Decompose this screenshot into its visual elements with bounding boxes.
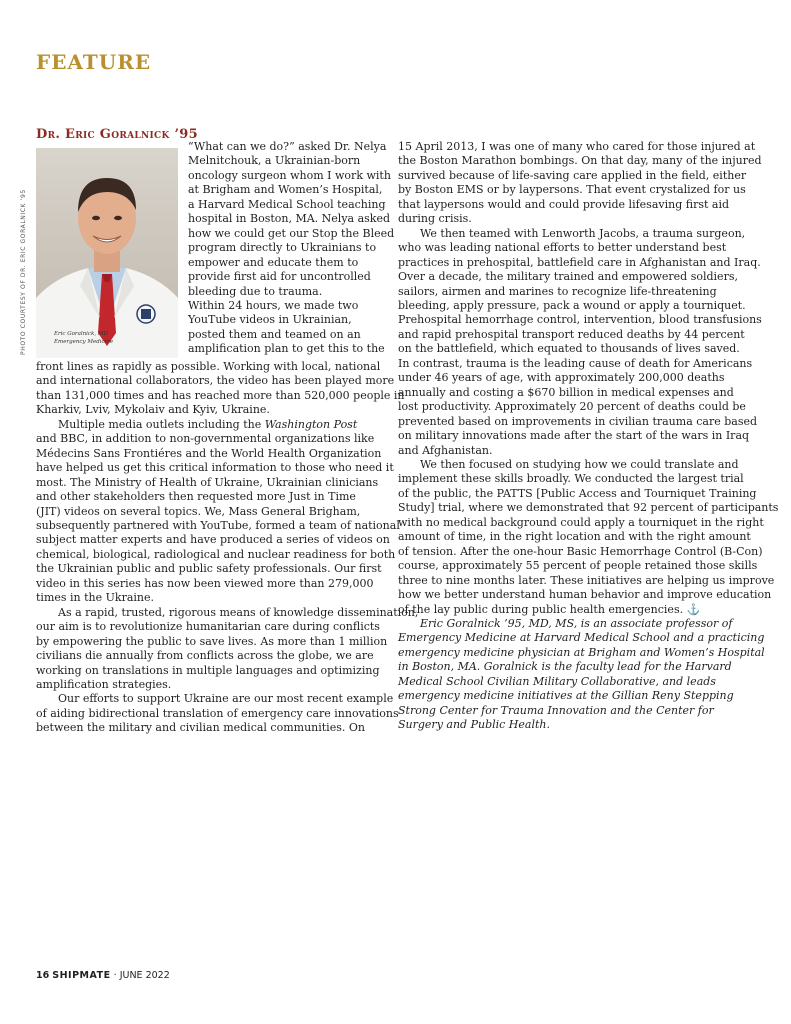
text-line: Over a decade, the military trained and empowered soldiers, [398, 270, 738, 284]
text-line: In contrast, trauma is the leading cause of death for Americans [398, 356, 753, 370]
text-line: posted them and teamed on an [188, 327, 361, 341]
text-line: on military innovations made after the start of the wars in Iraq [398, 429, 750, 443]
text-line: amplification plan to get this to the [188, 342, 385, 356]
text-line: We then focused on studying how we could translate and [420, 457, 739, 471]
text-line: lost productivity. Approximately 20 percent of deaths could be [398, 400, 746, 414]
text-line: civilians die annually from conflicts across the globe, we are [36, 649, 374, 663]
text-line: subsequently partnered with YouTube, formed a team of national [36, 518, 400, 532]
text-line: at Brigham and Women’s Hospital, [188, 183, 383, 197]
text-line: bleeding due to trauma. [188, 284, 323, 298]
author-bio-line [398, 631, 765, 645]
text-line: by Boston EMS or by laypersons. That event crystalized for us [398, 183, 746, 197]
author-bio-text: Eric Goralnick ’95, MD, MS, is an associate professor of [420, 616, 733, 630]
text-line: As a rapid, trusted, rigorous means of knowledge dissemination, [58, 605, 419, 619]
coat-dept-text: Emergency Medicine [54, 339, 114, 345]
text-line: during crisis. [398, 212, 472, 226]
text-line: prevented based on improvements in civilian trauma care based [398, 414, 758, 428]
text-line: the Ukrainian public and public safety professionals. Our first [36, 562, 382, 576]
text-span: Multiple media outlets including the [58, 417, 265, 431]
text-line: (JIT) videos on several topics. We, Mass General Brigham, [36, 504, 361, 518]
text-line: “What can we do?” asked Dr. Nelya [188, 140, 387, 153]
text-line: how we better understand human behavior and improve education [398, 588, 772, 602]
text-line: chemical, biological, radiological and nuclear readiness for both [36, 547, 396, 561]
text-line: Our efforts to support Ukraine are our most recent example [58, 692, 394, 706]
author-bio-text: Surgery and Public Health. [398, 718, 550, 732]
text-line: 15 April 2013, I was one of many who cared for those injured at [398, 140, 756, 153]
article-column-left [36, 140, 419, 736]
text-line: practices in prehospital, battlefield care in Afghanistan and Iraq. [398, 255, 761, 269]
footer-separator: · [113, 970, 117, 981]
text-line: that laypersons would and could provide lifesaving first aid [398, 197, 730, 211]
author-bio-text: in Boston, MA. Goralnick is the faculty lead for the Harvard [398, 660, 732, 674]
text-line: the Boston Marathon bombings. On that day, many of the injured [398, 154, 762, 168]
author-bio-text: Emergency Medicine at Harvard Medical School and a practicing [398, 631, 765, 645]
text-line: bleeding, apply pressure, pack a wound or apply a tourniquet. [398, 298, 746, 312]
author-photo [36, 148, 178, 358]
text-line: our aim is to revolutionize humanitarian care during conflicts [36, 620, 380, 634]
text-line: provide first aid for uncontrolled [188, 270, 371, 284]
article-column-right [398, 140, 779, 733]
text-line: under 46 years of age, with approximately 200,000 deaths [398, 371, 725, 385]
author-bio-text: Medical School Civilian Military Collaborative, and leads [398, 674, 716, 688]
text-line: sailors, airmen and marines to recognize life-threatening [398, 284, 717, 298]
text-line: We then teamed with Lenworth Jacobs, a trauma surgeon, [420, 226, 746, 240]
text-line: annually and costing a $670 billion in medical expenses and [398, 385, 734, 399]
magazine-name: SHIPMATE [52, 970, 111, 981]
text-line: three to nine months later. These initiatives are helping us improve [398, 573, 775, 587]
page-footer [36, 970, 170, 981]
text-line: a Harvard Medical School teaching [188, 197, 386, 211]
text-line: video in this series has now been viewed more than 279,000 [36, 576, 374, 590]
text-line: between the military and civilian medical communities. On [36, 721, 365, 735]
text-line: Médecins Sans Frontiéres and the World Health Organization [36, 446, 382, 460]
text-line: most. The Ministry of Health of Ukraine, Ukrainian clinicians [36, 475, 379, 489]
text-line: than 131,000 times and has reached more than 520,000 people in [36, 388, 405, 402]
text-line: on the battlefield, which equated to thousands of lives saved. [398, 342, 740, 356]
photo-credit [20, 189, 30, 355]
publication-name: Washington Post [264, 417, 358, 431]
text-line [36, 418, 384, 432]
author-bio-line [398, 718, 748, 732]
author-portrait-illustration [36, 148, 178, 358]
text-line: subject matter experts and have produced a series of videos on [36, 533, 390, 547]
text-line: and Afghanistan. [398, 443, 493, 457]
author-bio-text: Strong Center for Trauma Innovation and the Center for [398, 703, 714, 717]
photo-credit-text: PHOTO COURTESY OF DR. ERIC GORALNICK ’95 [20, 189, 27, 355]
text-line: front lines as rapidly as possible. Working with local, national [36, 360, 381, 373]
author-bio-line [398, 660, 748, 674]
text-line: have helped us get this critical information to those who need it [36, 461, 394, 475]
text-line: and BBC, in addition to non-governmental organizations like [36, 432, 375, 446]
text-line: amount of time, in the right location and with the right amount [398, 530, 751, 544]
text-line [398, 603, 748, 617]
text-line: amplification strategies. [36, 677, 172, 691]
text-line: course, approximately 55 percent of people retained those skills [398, 559, 758, 573]
issue-date: JUNE 2022 [119, 970, 170, 981]
author-bio-line [398, 704, 748, 718]
text-span: of the lay public during public health emergencies. [398, 602, 684, 616]
author-bio-text: emergency medicine physician at Brigham and Women’s Hospital [398, 645, 765, 659]
text-line: and other stakeholders then requested more Just in Time [36, 490, 356, 504]
text-line: who was leading national efforts to better understand best [398, 241, 727, 255]
text-line: Within 24 hours, we made two [188, 298, 359, 312]
text-line: Kharkiv, Lviv, Mykolaiv and Kyiv, Ukraine. [36, 403, 270, 417]
text-line: empower and educate them to [188, 255, 359, 269]
text-line: implement these skills broadly. We conducted the largest trial [398, 472, 744, 486]
author-bio-line [398, 645, 765, 660]
text-line: with no medical background could apply a tourniquet in the right [398, 515, 764, 529]
text-line: program directly to Ukrainians to [188, 241, 377, 255]
author-bio-text: emergency medicine initiatives at the Gillian Reny Stepping [398, 689, 734, 703]
text-line: of the public, the PATTS [Public Access and Tourniquet Training [398, 486, 757, 500]
text-line: Prehospital hemorrhage control, intervention, blood transfusions [398, 313, 762, 327]
page-number: 16 [36, 970, 50, 981]
text-line: survived because of life-saving care applied in the field, either [398, 168, 747, 182]
text-line: working on translations in multiple languages and optimizing [36, 663, 380, 677]
text-line: and rapid prehospital transport reduced deaths by 44 percent [398, 327, 745, 341]
text-line: times in the Ukraine. [36, 591, 154, 605]
text-line: oncology surgeon whom I work with [188, 168, 391, 182]
text-line: Study] trial, where we demonstrated that 92 percent of participants [398, 501, 779, 515]
author-bio-line [398, 617, 748, 631]
text-line: hospital in Boston, MA. Nelya asked [188, 212, 391, 226]
author-bio-line [398, 689, 748, 703]
anchor-icon: ⚓ [686, 602, 701, 616]
section-label: FEATURE [36, 50, 152, 74]
text-line: by empowering the public to save lives. As more than 1 million [36, 634, 388, 648]
text-line: and international collaborators, the video has been played more [36, 374, 395, 388]
text-line: how we could get our Stop the Bleed [188, 226, 395, 240]
author-bio-line [398, 675, 748, 689]
text-line: YouTube videos in Ukrainian, [188, 313, 352, 327]
text-line: of tension. After the one-hour Basic Hemorrhage Control (B-Con) [398, 544, 763, 558]
author-byline: Dr. Eric Goralnick ’95 [36, 127, 198, 142]
coat-name-text: Eric Goralnick, MD [54, 331, 108, 337]
text-line: of aiding bidirectional translation of emergency care innovations [36, 706, 399, 720]
text-line: Melnitchouk, a Ukrainian-born [188, 154, 361, 168]
